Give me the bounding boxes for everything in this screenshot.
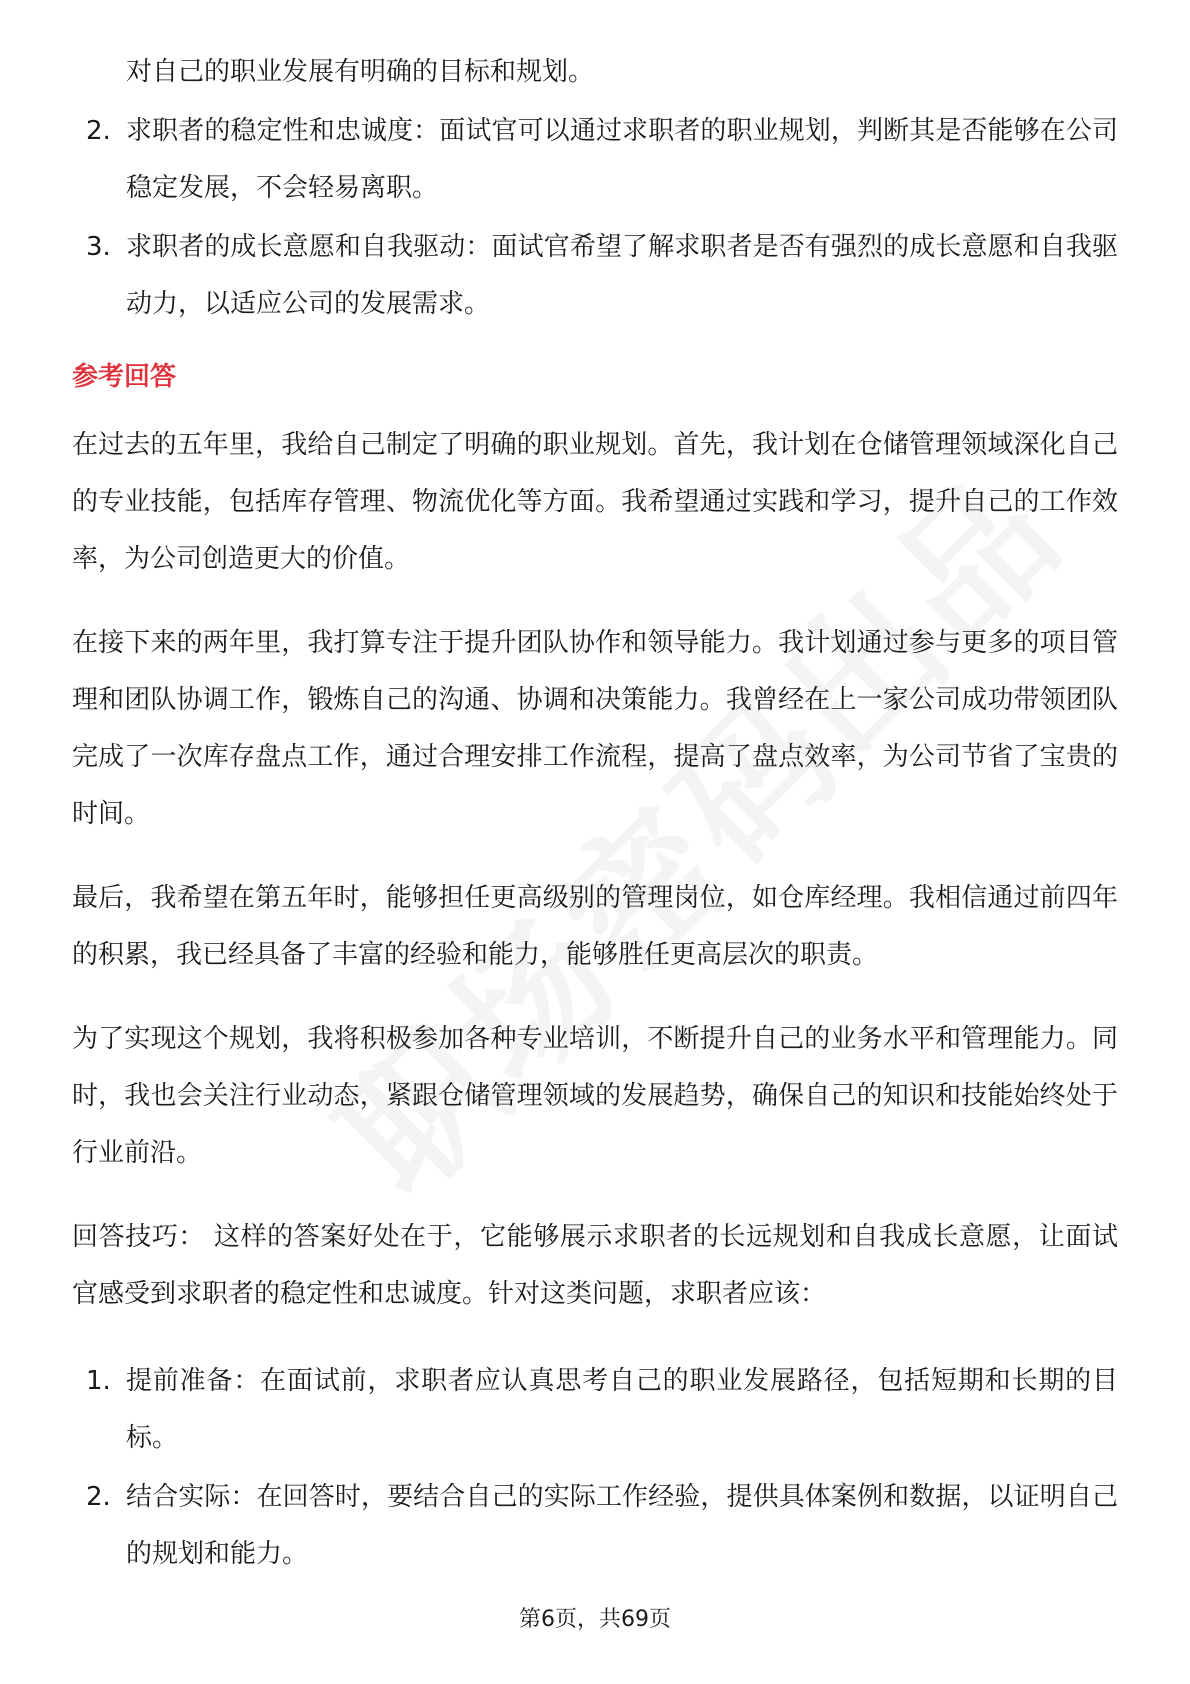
- list-item-number: 1.: [86, 1366, 111, 1396]
- list-item-text: 提前准备：在面试前，求职者应认真思考自己的职业发展路径，包括短期和长期的目标。: [126, 1366, 1118, 1453]
- list-item-number: 3.: [86, 232, 111, 262]
- answer-paragraph: 最后，我希望在第五年时，能够担任更高级别的管理岗位，如仓库经理。我相信通过前四年的积累，我已经具备了丰富的经验和能力，能够胜任更高层次的职责。: [72, 883, 1118, 970]
- interviewer-intent-list: [72, 103, 1118, 333]
- list-item: [72, 1353, 1118, 1467]
- answer-paragraph: 为了实现这个规划，我将积极参加各种专业培训，不断提升自己的业务水平和管理能力。同时，我也会关注行业动态，紧跟仓储管理领域的发展趋势，确保自己的知识和技能始终处于行业前沿。: [72, 1024, 1118, 1168]
- page-number: 第6页，共69页: [519, 1607, 671, 1632]
- answer-paragraph: 在过去的五年里，我给自己制定了明确的职业规划。首先，我计划在仓储管理领域深化自己的专业技能，包括库存管理、物流优化等方面。我希望通过实践和学习，提升自己的工作效率，为公司创造更大的价值。: [72, 430, 1118, 574]
- section-title: 参考回答: [72, 362, 177, 392]
- answer-paragraph: 在接下来的两年里，我打算专注于提升团队协作和领导能力。我计划通过参与更多的项目管理和团队协调工作，锻炼自己的沟通、协调和决策能力。我曾经在上一家公司成功带领团队完成了一次库存盘点工作，通过合理安排工作流程，提高了盘点效率，为公司节省了宝贵的时间。: [72, 628, 1118, 829]
- list-item-text: 结合实际：在回答时，要结合自己的实际工作经验，提供具体案例和数据，以证明自己的规划和能力。: [126, 1482, 1118, 1569]
- list-item: [72, 103, 1118, 217]
- list-item-number: 2.: [86, 1482, 111, 1512]
- list-item-number: 2.: [86, 116, 111, 146]
- list-item-text: 求职者的稳定性和忠诚度：面试官可以通过求职者的职业规划，判断其是否能够在公司稳定发展，不会轻易离职。: [126, 116, 1118, 203]
- list-item-continuation: 对自己的职业发展有明确的目标和规划。: [126, 57, 595, 87]
- page-content: [72, 44, 1118, 1585]
- answer-tips-paragraph: 回答技巧： 这样的答案好处在于，它能够展示求职者的长远规划和自我成长意愿，让面试官感受到求职者的稳定性和忠诚度。针对这类问题，求职者应该：: [72, 1222, 1118, 1309]
- list-item: [72, 219, 1118, 333]
- answer-tips-list: [72, 1353, 1118, 1583]
- list-item-text: 求职者的成长意愿和自我驱动：面试官希望了解求职者是否有强烈的成长意愿和自我驱动力，以适应公司的发展需求。: [126, 232, 1118, 319]
- list-item: [72, 1469, 1118, 1583]
